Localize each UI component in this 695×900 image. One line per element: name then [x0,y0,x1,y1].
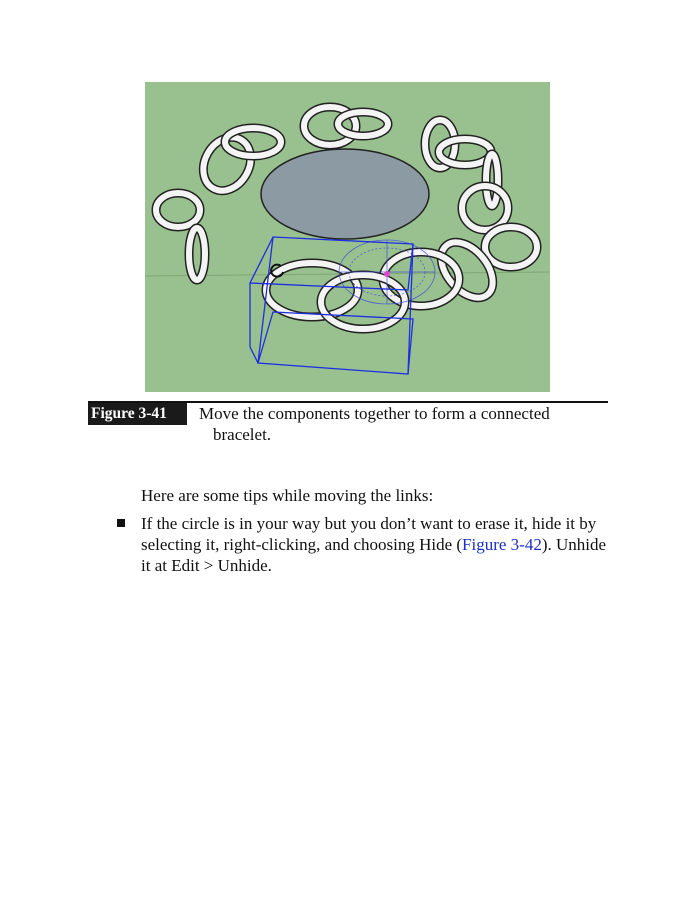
bullet-item [117,513,617,576]
chain-link [156,193,200,227]
chain-link [485,227,537,267]
intro-paragraph: Here are some tips while moving the links: [141,486,434,505]
bullet-square-icon [117,519,125,527]
caption-line-2: bracelet. [213,425,272,444]
rotate-pivot-marker [384,271,390,277]
bullet-line-2 [141,534,617,555]
figure-3-42-link[interactable]: Figure 3-42 [462,535,542,554]
chain-link [266,263,358,317]
chain-link [439,139,491,165]
bullet-line-1: If the circle is in your way but you don’t want to erase it, hide it by [141,514,597,533]
figure-label: Figure 3-41 [88,403,187,425]
chain-link [189,228,205,280]
chain-link [225,128,281,156]
bullet-line-2-before: selecting it, right-clicking, and choosing Hide ( [141,535,463,554]
chain-link [486,154,498,206]
figure-caption [199,403,599,445]
bullet-line-2-after: ). Unhide [541,535,607,554]
figure-3-41-image [145,82,550,392]
chain-link [338,112,388,136]
bracelet-model-render [145,82,550,392]
caption-line-1: Move the components together to form a connected [199,404,550,423]
chain-link [431,233,503,308]
bullet-line-3: it at Edit > Unhide. [141,556,272,575]
center-disc [261,149,429,239]
bullet-text [141,513,617,576]
